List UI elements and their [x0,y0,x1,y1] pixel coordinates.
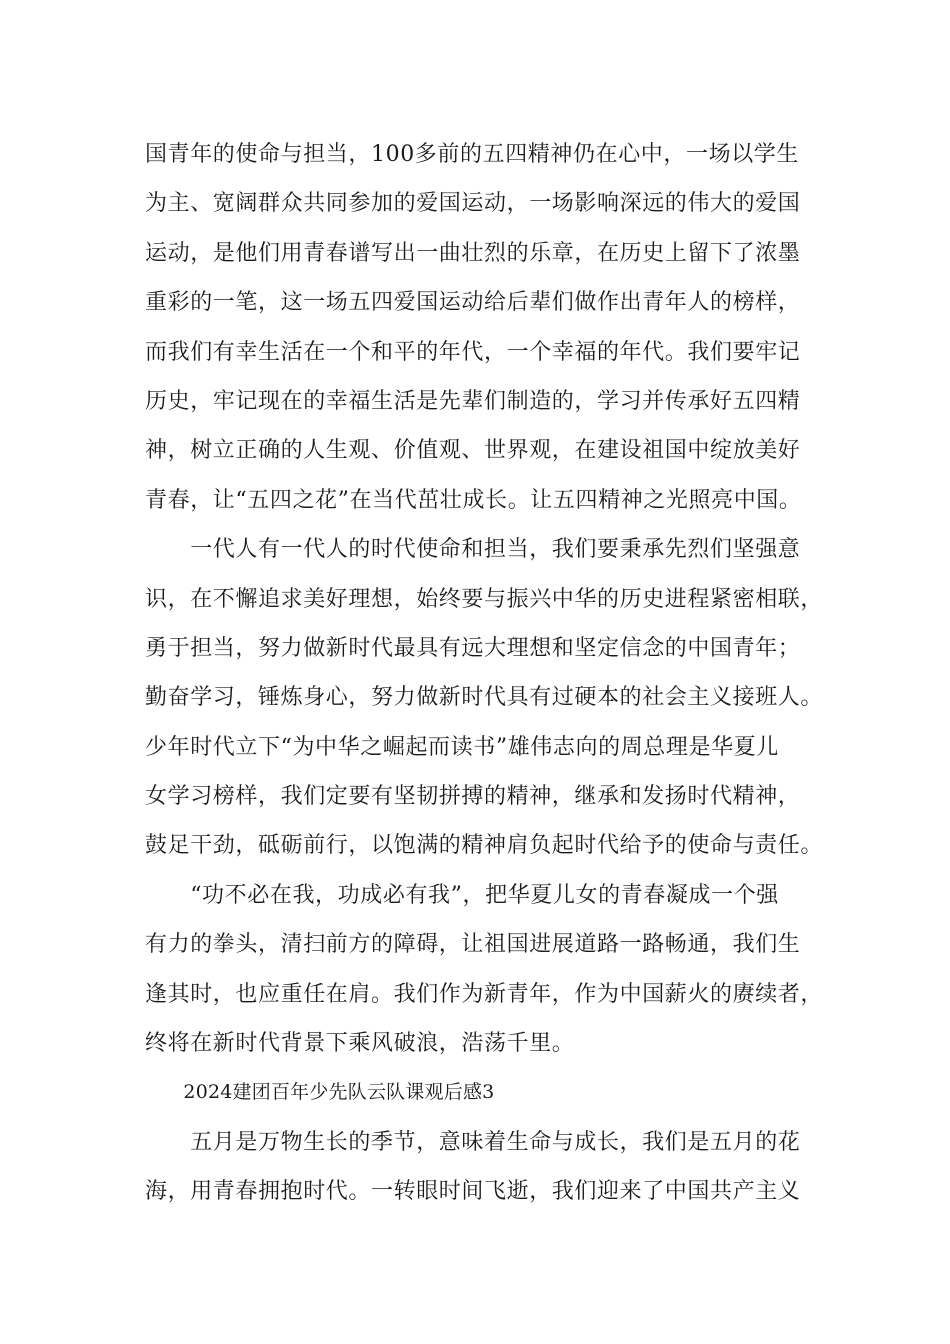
text-line: 少年时代立下“为中华之崛起而读书”雄伟志向的周总理是华夏儿 [145,734,779,760]
text-line: 鼓足干劲，砥砺前行，以饱满的精神肩负起时代给予的使命与责任。 [145,833,824,859]
text-line: 勤奋学习，锤炼身心，努力做新时代具有过硬本的社会主义接班人。 [145,685,824,711]
text-line: “功不必在我，功成必有我”，把华夏儿女的青春凝成一个强 [145,882,779,908]
text-line: 为主、宽阔群众共同参加的爱国运动，一场影响深远的伟大的爱国 [145,191,801,217]
text-line: 一代人有一代人的时代使命和担当，我们要秉承先烈们坚强意 [145,537,801,563]
heading-line: 2024建团百年少先队云队课观后感3 [145,1081,495,1104]
text-line: 勇于担当，努力做新时代最具有远大理想和坚定信念的中国青年； [145,635,801,661]
text-line: 海，用青春拥抱时代。一转眼时间飞逝，我们迎来了中国共产主义 [145,1179,801,1205]
text-line: 五月是万物生长的季节，意味着生命与成长，我们是五月的花 [145,1129,801,1155]
text-line: 重彩的一笔，这一场五四爱国运动给后辈们做作出青年人的榜样， [145,290,801,316]
text-line: 识，在不懈追求美好理想，始终要与振兴中华的历史进程紧密相联， [145,586,824,612]
text-line: 运动，是他们用青春谱写出一曲壮烈的乐章，在历史上留下了浓墨 [145,240,801,266]
text-line: 而我们有幸生活在一个和平的年代，一个幸福的年代。我们要牢记 [145,339,801,365]
text-line: 逢其时，也应重任在肩。我们作为新青年，作为中国薪火的赓续者， [145,981,824,1007]
text-line: 女学习榜样，我们定要有坚韧拼搏的精神，继承和发扬时代精神， [145,784,801,810]
text-line: 国青年的使命与担当，100多前的五四精神仍在心中，一场以学生 [145,142,799,167]
text-line: 神，树立正确的人生观、价值观、世界观，在建设祖国中绽放美好 [145,438,801,464]
paragraph-2 [145,525,825,871]
text-line: 青春，让“五四之花”在当代茁壮成长。让五四精神之光照亮中国。 [145,487,802,513]
text-line: 有力的拳头，清扫前方的障碍，让祖国进展道路一路畅通，我们生 [145,932,801,958]
paragraph-4 [145,1118,825,1217]
paragraph-1 [145,130,825,525]
paragraph-3 [145,871,825,1069]
text-line: 历史，牢记现在的幸福生活是先辈们制造的，学习并传承好五四精 [145,388,801,414]
text-line: 终将在新时代背景下乘风破浪，浩荡千里。 [145,1031,575,1057]
document-body [145,130,825,1217]
section-heading [145,1068,825,1117]
